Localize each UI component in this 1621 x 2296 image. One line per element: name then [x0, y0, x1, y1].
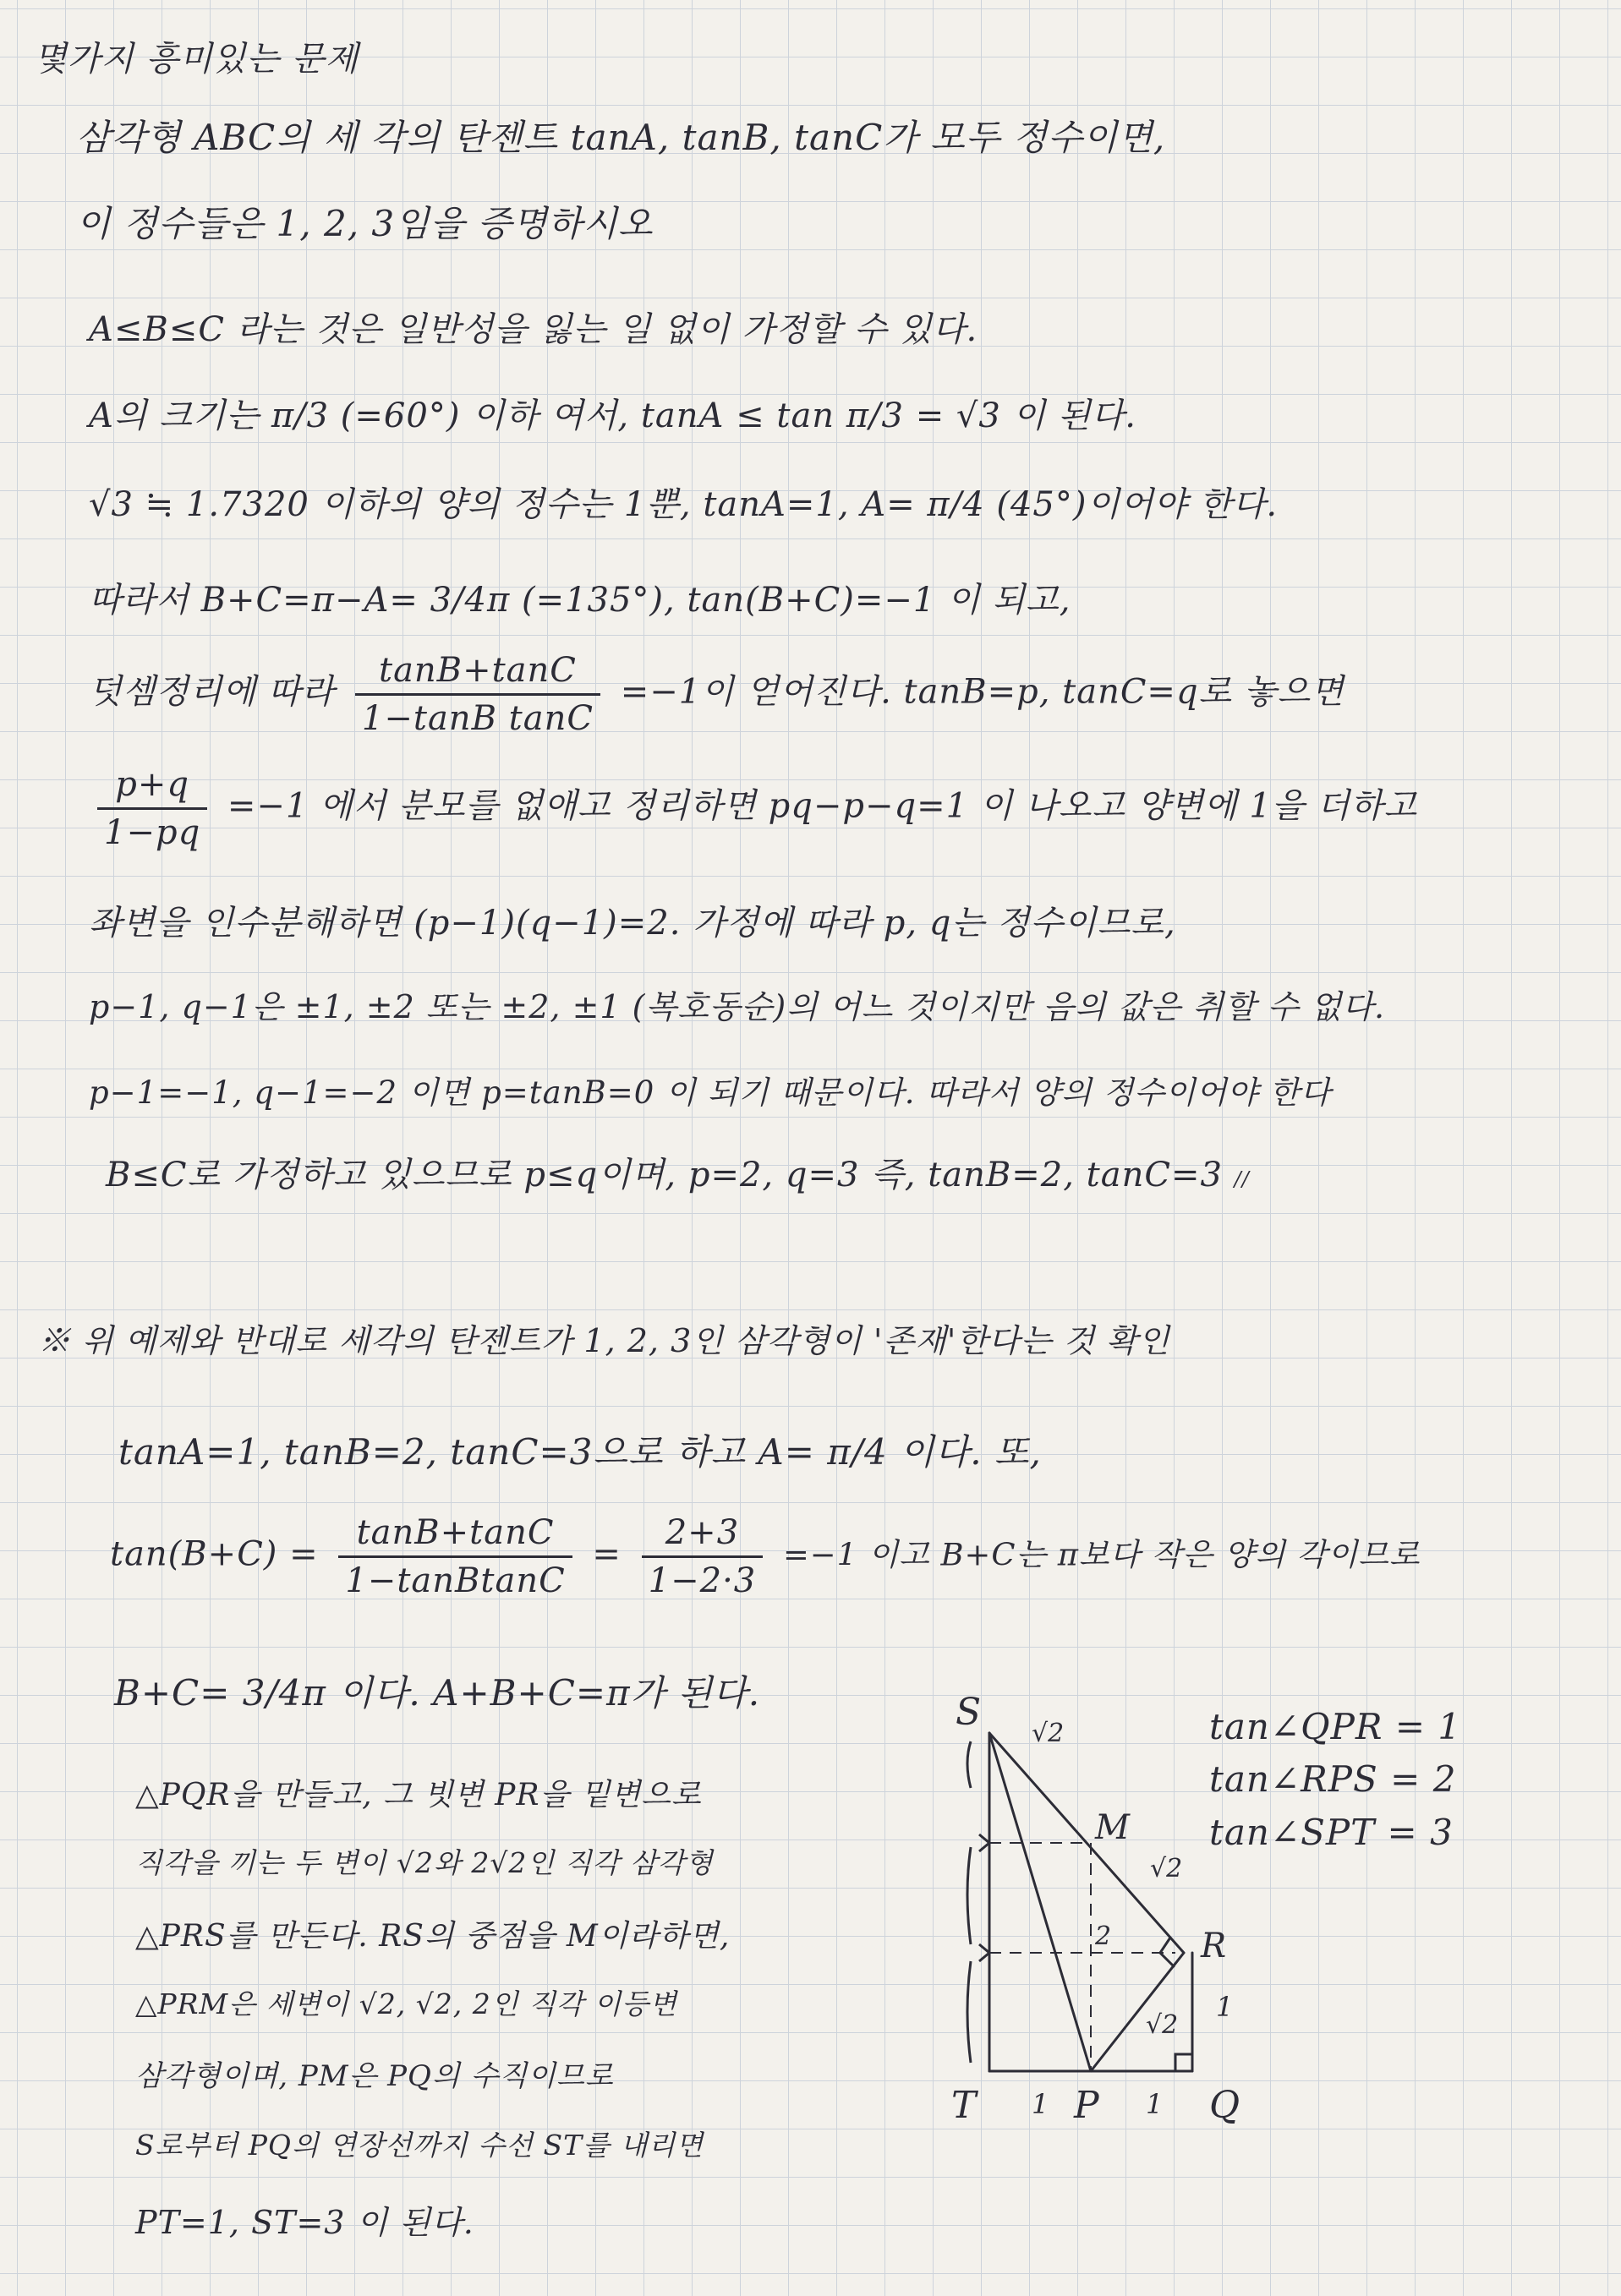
label-one-pq: 1: [1146, 2088, 1164, 2120]
proof-line-8: p−1, q−1은 ±1, ±2 또는 ±2, ±1 (복호동순)의 어느 것이지만 음의 값은 취할 수 없다.: [89, 988, 1386, 1025]
note-line-4: B+C= 3/4π 이다. A+B+C=π가 된다.: [114, 1672, 761, 1714]
equals-sign: =: [592, 1534, 622, 1574]
bracket-tick-1: [967, 1741, 971, 1788]
bracket-tick-2: [967, 1847, 971, 1944]
proof-line-5-post: =−1이 얻어진다. tanB=p, tanC=q로 놓으면: [620, 672, 1344, 712]
label-q: Q: [1209, 2084, 1240, 2127]
note-line-3-pre: tan(B+C) =: [110, 1534, 319, 1574]
label-sqrt2-low: √2: [1146, 2010, 1179, 2040]
fraction-denominator: 1−tanBtanC: [345, 1561, 566, 1600]
note-line-3: [110, 1513, 1421, 1600]
construction-line-4: △PRM은 세변이 √2, √2, 2인 직각 이등변: [135, 1987, 677, 2020]
label-p: P: [1074, 2084, 1099, 2127]
proof-line-4: 따라서 B+C=π−A= 3/4π (=135°), tan(B+C)=−1 이 되고,: [89, 581, 1071, 620]
fraction-numerator: tanB+tanC: [338, 1513, 572, 1558]
proof-line-2: A의 크기는 π/3 (=60°) 이하 여서, tanA ≤ tan π/3 = √3 이 된다.: [89, 396, 1136, 435]
label-s: S: [956, 1691, 982, 1734]
construction-line-2: 직각을 끼는 두 변이 √2와 2√2인 직각 삼각형: [135, 1846, 714, 1879]
addition-formula-fraction: [355, 651, 600, 738]
construction-line-5: 삼각형이며, PM은 PQ의 수직이므로: [135, 2059, 614, 2093]
proof-line-10: [106, 1148, 1250, 1196]
label-sqrt2-mid: √2: [1150, 1854, 1183, 1883]
note-mark: ※: [38, 1322, 72, 1359]
label-one-tp: 1: [1032, 2088, 1049, 2120]
label-r: R: [1201, 1927, 1227, 1965]
proof-line-3: √3 ≒ 1.7320 이하의 양의 정수는 1뿐, tanA=1, A= π/4 (45°)이어야 한다.: [89, 485, 1279, 524]
proof-line-1: A≤B≤C 라는 것은 일반성을 잃는 일 없이 가정할 수 있다.: [89, 310, 978, 349]
fraction-numerator: p+q: [97, 765, 207, 810]
triangle-construction-figure: [922, 1682, 1277, 2156]
fraction-denominator: 1−pq: [104, 813, 201, 852]
page-title: 몇가지 흥미있는 문제: [34, 40, 359, 79]
segment-sp: [989, 1733, 1091, 2071]
note-line-3-post: =−1 이고 B+C는 π보다 작은 양의 각이므로: [782, 1536, 1421, 1573]
arrow-tick-1: [979, 1834, 989, 1851]
proof-line-9: p−1=−1, q−1=−2 이면 p=tanB=0 이 되기 때문이다. 따라서 양의 정수이어야 한다: [89, 1074, 1332, 1111]
construction-line-7: PT=1, ST=3 이 된다.: [135, 2204, 474, 2241]
fraction-denominator: 1−tanB tanC: [361, 699, 594, 738]
arrow-tick-2: [979, 1944, 989, 1961]
proof-line-6: [89, 765, 1417, 852]
construction-line-6: S로부터 PQ의 연장선까지 수선 ST를 내리면: [135, 2129, 704, 2162]
right-angle-mark-q: [1175, 2054, 1192, 2071]
figure-note-3: tan∠SPT = 3: [1209, 1812, 1454, 1853]
problem-line-2: 이 정수들은 1, 2, 3임을 증명하시오: [76, 203, 654, 244]
note-line-1-text: 위 예제와 반대로 세각의 탄젠트가 1, 2, 3인 삼각형이 '존재'한다는 것 확인: [82, 1322, 1170, 1359]
label-one-right: 1: [1216, 1991, 1234, 2023]
proof-line-10-text: B≤C로 가정하고 있으므로 p≤q이며, p=2, q=3 즉, tanB=2, tanC=3: [106, 1156, 1223, 1194]
tan-sum-fraction: [338, 1513, 572, 1600]
fraction-denominator: 1−2·3: [648, 1561, 757, 1600]
label-two: 2: [1095, 1922, 1112, 1951]
problem-line-1: 삼각형 ABC의 세 각의 탄젠트 tanA, tanB, tanC가 모두 정수이면,: [76, 117, 1166, 158]
label-t: T: [951, 2084, 977, 2127]
proof-line-5-pre: 덧셈정리에 따라: [89, 672, 336, 712]
fraction-numerator: tanB+tanC: [355, 651, 600, 696]
proof-line-5: [89, 651, 1344, 738]
bracket-tick-3: [967, 1961, 971, 2063]
construction-line-3: △PRS를 만든다. RS의 중점을 M이라하면,: [135, 1919, 731, 1954]
note-line-2: tanA=1, tanB=2, tanC=3으로 하고 A= π/4 이다. 또,: [118, 1431, 1042, 1473]
label-m: M: [1095, 1808, 1130, 1847]
proof-line-7: 좌변을 인수분해하면 (p−1)(q−1)=2. 가정에 따라 p, q는 정수이므로,: [89, 904, 1176, 943]
construction-line-1: △PQR을 만들고, 그 빗변 PR을 밑변으로: [135, 1778, 702, 1812]
fraction-numerator: 2+3: [642, 1513, 764, 1558]
qed-mark: //: [1234, 1167, 1250, 1191]
proof-line-6-post: =−1 에서 분모를 없애고 정리하면 pq−p−q=1 이 나오고 양변에 1을 더하고: [227, 786, 1418, 826]
figure-note-2: tan∠RPS = 2: [1209, 1758, 1457, 1800]
figure-note-1: tan∠QPR = 1: [1209, 1706, 1462, 1747]
note-line-1: [38, 1315, 1170, 1361]
pq-fraction: [97, 765, 207, 852]
numeric-fraction: [642, 1513, 764, 1600]
label-sqrt2-top: √2: [1032, 1719, 1065, 1748]
